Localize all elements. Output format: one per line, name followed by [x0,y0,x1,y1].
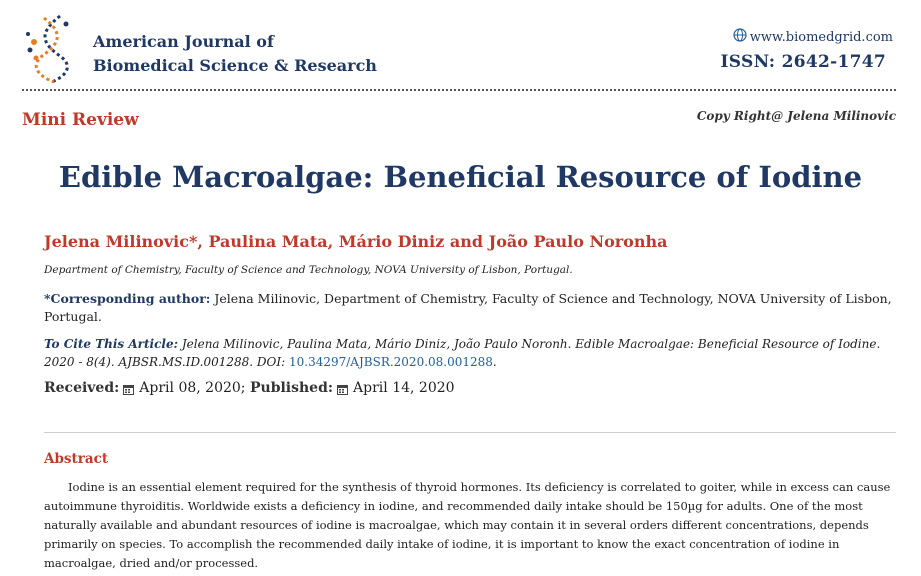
header-divider [22,89,896,91]
calendar-icon [123,383,134,394]
published-date: April 14, 2020 [353,380,455,396]
website-link[interactable] [733,28,893,46]
dates [44,380,455,396]
affiliation: Department of Chemistry, Faculty of Science and Technology, NOVA University of Lisbon, Portugal. [44,264,573,276]
calendar-icon [337,383,348,394]
citation-end: . [492,355,497,369]
abstract-heading: Abstract [44,451,109,467]
received-date: April 08, 2020; [139,380,246,396]
copyright: Copy Right@ Jelena Milinovic [696,109,896,123]
citation [44,335,899,371]
journal-name [93,30,377,78]
dna-helix-icon [22,12,80,84]
abstract-text: Iodine is an essential element required for the synthesis of thyroid hormones. Its deficiency is correlated to goiter, while in excess can cause autoimmune thyroiditis. Worldwide exists a deficiency in iodine, and recommended daily intake should be 150µg for adults. One of the most naturally available and abundant resources of iodine is macroalgae, which may contain it in several orders different concentrations, depends primarily on species. To accomplish the recommended daily intake of iodine, it is important to know the exact concentration of iodine in macroalgae, dried and/or processed. [44,480,891,570]
article-title: Edible Macroalgae: Beneficial Resource of Iodine [58,160,863,194]
article-type: Mini Review [22,110,139,130]
authors: Jelena Milinovic*, Paulina Mata, Mário Diniz and João Paulo Noronha [44,232,668,251]
issn: ISSN: 2642-1747 [720,52,886,72]
corresponding-author [44,290,899,326]
globe-icon [733,28,747,46]
website-url[interactable]: www.biomedgrid.com [749,29,893,45]
section-divider [44,432,896,433]
published-label: Published: [249,380,334,396]
citation-label: To Cite This Article: [44,337,179,351]
corresponding-label: *Corresponding author: [44,291,211,306]
citation-text: Jelena Milinovic, Paulina Mata, Mário Diniz, João Paulo Noronh. Edible Macroalgae: Beneficial Resource of Iodine. 2020 - 8(4). AJBSR.MS.ID.001288. DOI: [44,337,881,369]
journal-line-1: American Journal of [93,32,274,51]
journal-line-2: Biomedical Science & Research [93,56,377,75]
received-label: Received: [44,380,120,396]
doi-link[interactable]: 10.34297/AJBSR.2020.08.001288 [289,355,493,369]
corresponding-text: Jelena Milinovic, Department of Chemistry, Faculty of Science and Technology, NOVA University of Lisbon, Portugal. [44,291,892,324]
